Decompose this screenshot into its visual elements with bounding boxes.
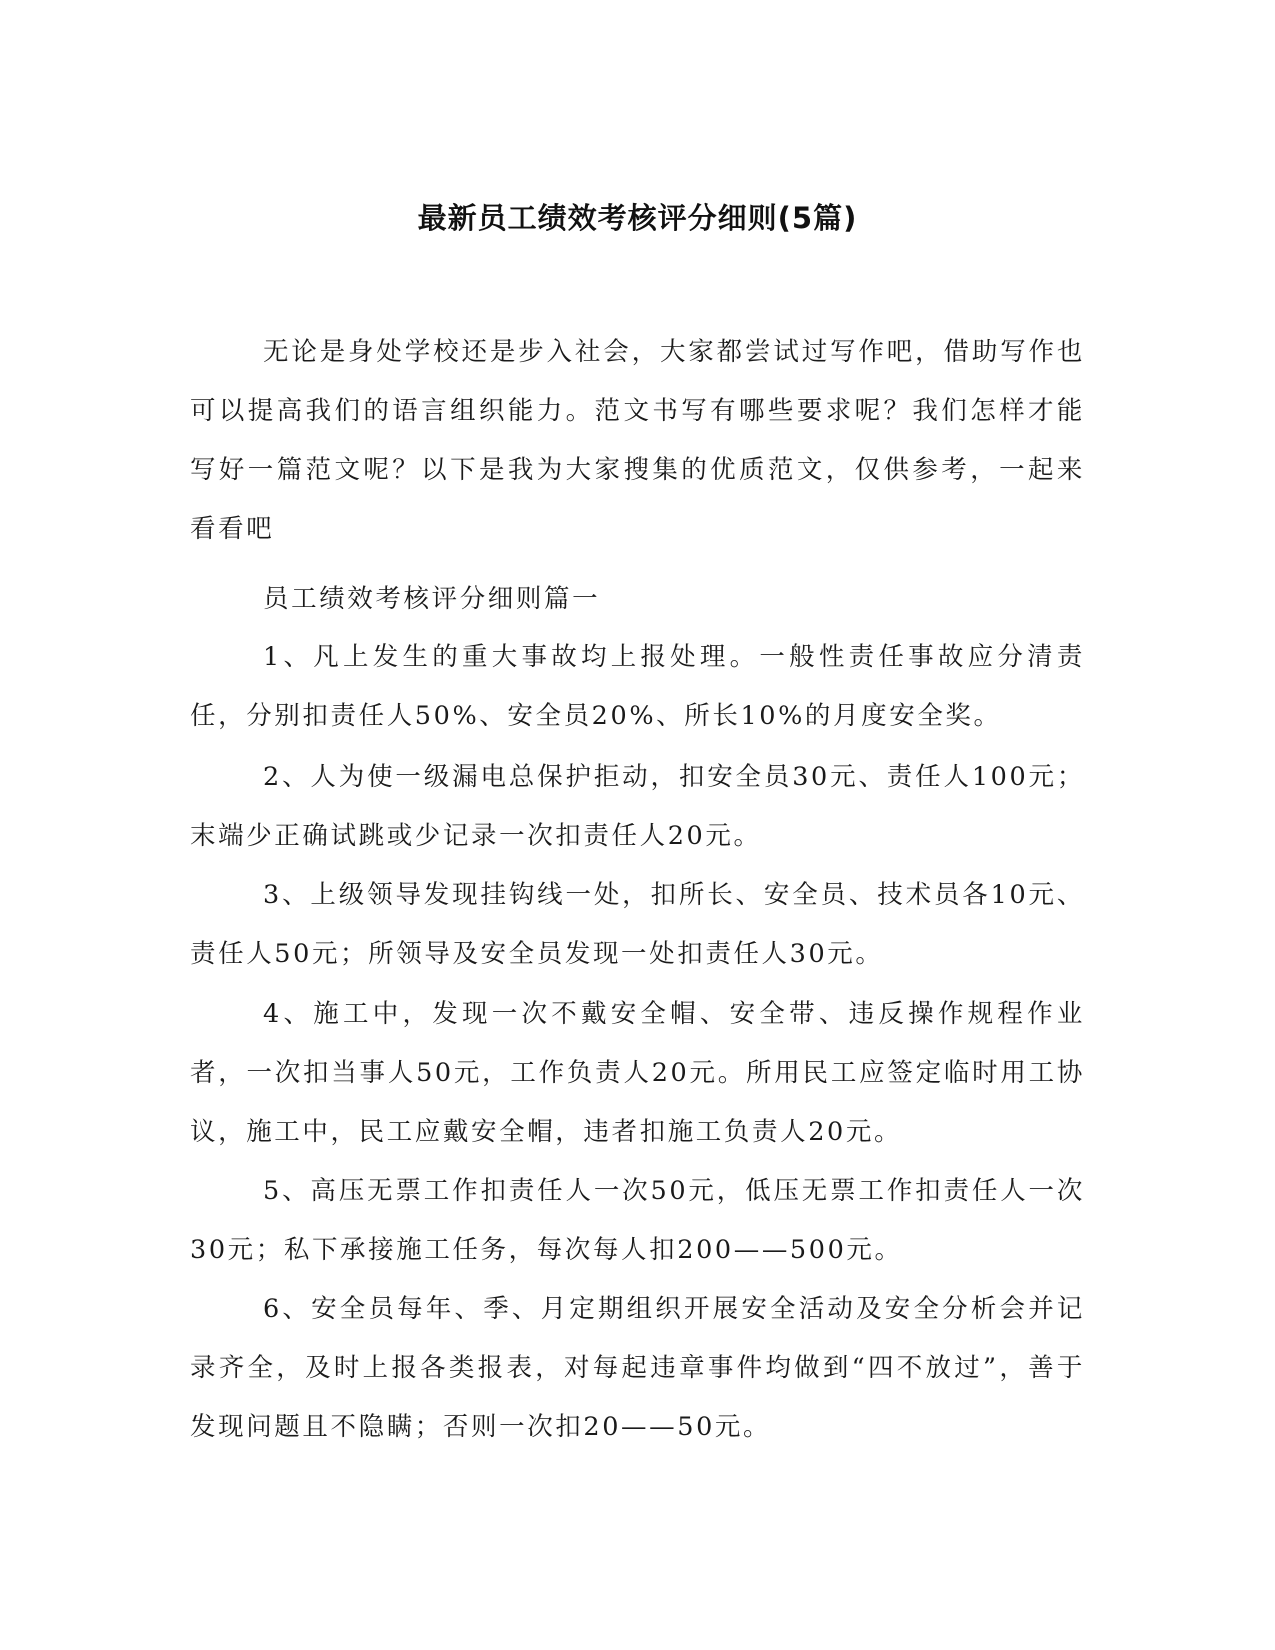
rule-item-4: 4、施工中，发现一次不戴安全帽、安全带、违反操作规程作业者，一次扣当事人50元，工作负责人20元。所用民工应签定临时用工协议，施工中，民工应戴安全帽，违者扣施工负责人20元。 [190, 999, 1085, 1147]
intro-paragraph: 无论是身处学校还是步入社会，大家都尝试过写作吧，借助写作也可以提高我们的语言组织能力。范文书写有哪些要求呢？我们怎样才能写好一篇范文呢？以下是我为大家搜集的优质范文，仅供参考，一起来看看吧 [190, 337, 1085, 544]
rule-item-1: 1、凡上发生的重大事故均上报处理。一般性责任事故应分清责任，分别扣责任人50%、安全员20%、所长10%的月度安全奖。 [190, 642, 1085, 731]
rule-item-3: 3、上级领导发现挂钩线一处，扣所长、安全员、技术员各10元、责任人50元；所领导及安全员发现一处扣责任人30元。 [190, 880, 1085, 969]
rule-item-6: 6、安全员每年、季、月定期组织开展安全活动及安全分析会并记录齐全，及时上报各类报表，对每起违章事件均做到“四不放过”，善于发现问题且不隐瞒；否则一次扣20——50元。 [190, 1294, 1085, 1442]
rule-item-2: 2、人为使一级漏电总保护拒动，扣安全员30元、责任人100元；末端少正确试跳或少记录一次扣责任人20元。 [190, 762, 1085, 851]
rule-item-5: 5、高压无票工作扣责任人一次50元，低压无票工作扣责任人一次30元；私下承接施工任务，每次每人扣200——500元。 [190, 1176, 1085, 1265]
section-heading: 员工绩效考核评分细则篇一 [263, 584, 601, 614]
document-title: 最新员工绩效考核评分细则(5篇) [417, 201, 858, 235]
